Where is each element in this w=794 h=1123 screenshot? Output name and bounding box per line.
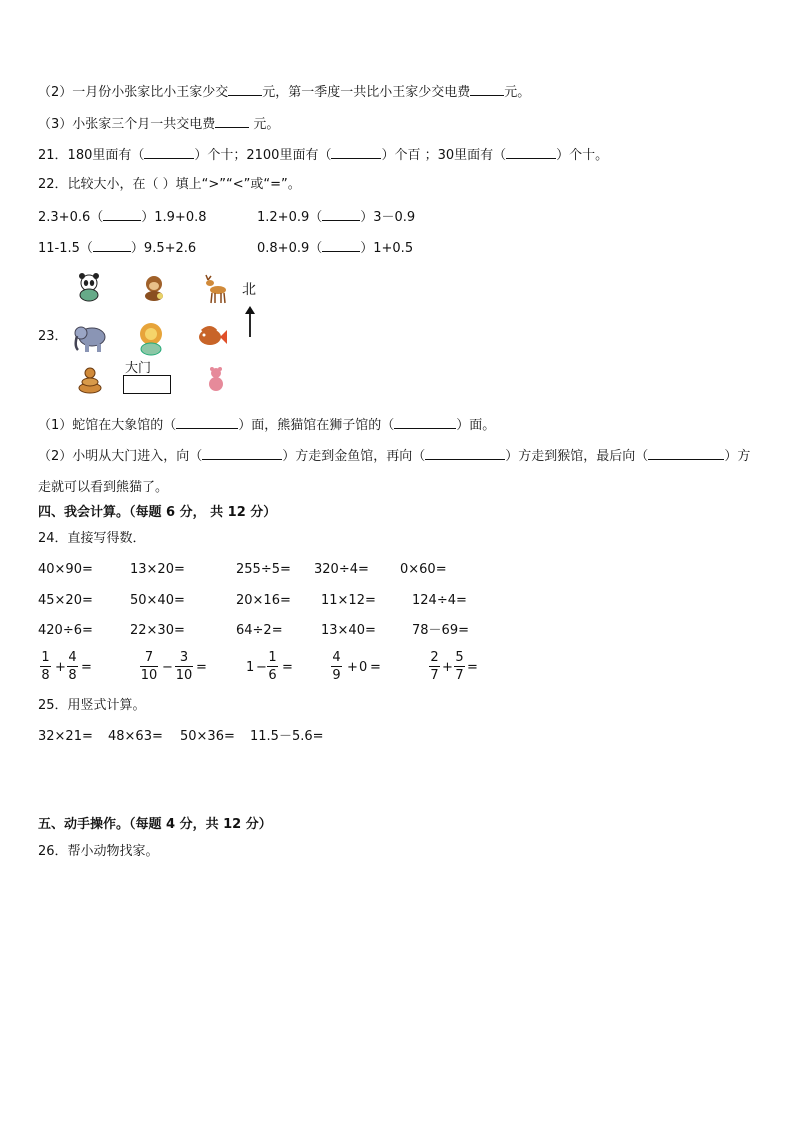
- fraction: 7 10: [140, 650, 158, 683]
- answer-blank[interactable]: [176, 415, 238, 429]
- arrow-up-icon: [244, 305, 256, 337]
- snake-icon: [76, 366, 104, 394]
- q22-row2-left: 11-1.5（ ）9.5+2.6: [38, 238, 196, 258]
- q23-sub1: （1）蛇馆在大象馆的（ ）面，熊猫馆在狮子馆的（ ）面。: [38, 415, 495, 435]
- q24-r2c4: 11×12=: [321, 593, 376, 608]
- answer-blank[interactable]: [103, 207, 141, 221]
- north-label: 北: [242, 282, 256, 298]
- fraction: 1 8: [41, 650, 50, 683]
- q20-line3: （3）小张家三个月一共交电费 元。: [38, 114, 279, 134]
- q24-r3c4: 13×40=: [321, 623, 376, 638]
- q22-row2-right: 0.8+0.9（ ）1+0.5: [257, 238, 413, 258]
- q24-r3c5: 78－69=: [412, 623, 469, 638]
- q24-r1c5: 0×60=: [400, 562, 447, 577]
- q25-item-2: 48×63=: [108, 729, 163, 744]
- q23-sub2-continued: 走就可以看到熊猫了。: [38, 480, 169, 495]
- q24-r2c1: 45×20=: [38, 593, 93, 608]
- gate-label: 大门: [125, 361, 152, 376]
- fraction: 5 7: [455, 650, 464, 683]
- answer-blank[interactable]: [144, 145, 194, 159]
- fraction: 1 6: [268, 650, 277, 683]
- question-24-title: 24．直接写得数．: [38, 531, 146, 546]
- q24-r3c3: 64÷2=: [236, 623, 283, 638]
- question-22-title: 22．比较大小，在（ ）填上“>”“<”或“=”。: [38, 177, 301, 192]
- answer-blank[interactable]: [93, 238, 131, 252]
- section-5-heading: 五、动手操作。（每题 4 分，共 12 分）: [38, 817, 272, 832]
- goldfish-icon: [196, 322, 228, 348]
- question-21: 21．180里面有（ ）个十；2100里面有（ ）个百 ；30里面有（ ）个十。: [38, 145, 608, 165]
- q24-r1c4: 320÷4=: [314, 562, 369, 577]
- q25-item-3: 50×36=: [180, 729, 235, 744]
- answer-blank[interactable]: [506, 145, 556, 159]
- answer-blank[interactable]: [394, 415, 456, 429]
- question-26-title: 26．帮小动物找家。: [38, 844, 159, 859]
- section-4-heading: 四、我会计算。（每题 6 分， 共 12 分）: [38, 505, 277, 520]
- q20-line2: （2）一月份小张家比小王家少交 元，第一季度一共比小王家少交电费 元。: [38, 82, 530, 102]
- lion-icon: [136, 322, 166, 356]
- q24-r2c3: 20×16=: [236, 593, 291, 608]
- elephant-icon: [72, 322, 108, 354]
- q24-r2c5: 124÷4=: [412, 593, 467, 608]
- answer-blank[interactable]: [331, 145, 381, 159]
- q24-r1c2: 13×20=: [130, 562, 185, 577]
- fraction: 3 10: [175, 650, 193, 683]
- answer-blank[interactable]: [228, 82, 262, 96]
- question-25-title: 25．用竖式计算。: [38, 698, 146, 713]
- answer-blank[interactable]: [425, 446, 505, 460]
- answer-blank[interactable]: [470, 82, 504, 96]
- question-23-number: 23．: [38, 329, 68, 344]
- q22-row1-right: 1.2+0.9（ ）3－0.9: [257, 207, 415, 227]
- gate-box: [123, 375, 171, 394]
- answer-blank[interactable]: [202, 446, 282, 460]
- fraction: 4 9: [332, 650, 341, 683]
- q24-r3c2: 22×30=: [130, 623, 185, 638]
- q24-r2c2: 50×40=: [130, 593, 185, 608]
- answer-blank[interactable]: [648, 446, 724, 460]
- q25-item-1: 32×21=: [38, 729, 93, 744]
- fraction: 2 7: [430, 650, 439, 683]
- q23-sub2: （2）小明从大门进入，向（ ）方走到金鱼馆，再向（ ）方走到猴馆，最后向（ ）方: [38, 446, 750, 466]
- answer-blank[interactable]: [322, 207, 360, 221]
- fraction: 4 8: [68, 650, 77, 683]
- monkey-icon: [140, 274, 168, 302]
- q24-r1c1: 40×90=: [38, 562, 93, 577]
- answer-blank[interactable]: [322, 238, 360, 252]
- deer-icon: [202, 274, 230, 304]
- q24-r3c1: 420÷6=: [38, 623, 93, 638]
- q24-r1c3: 255÷5=: [236, 562, 291, 577]
- q22-row1-left: 2.3+0.6（ ）1.9+0.8: [38, 207, 207, 227]
- panda-icon: [74, 272, 104, 302]
- bear-icon: [204, 366, 228, 392]
- answer-blank[interactable]: [215, 114, 249, 128]
- q25-item-4: 11.5－5.6=: [250, 729, 324, 744]
